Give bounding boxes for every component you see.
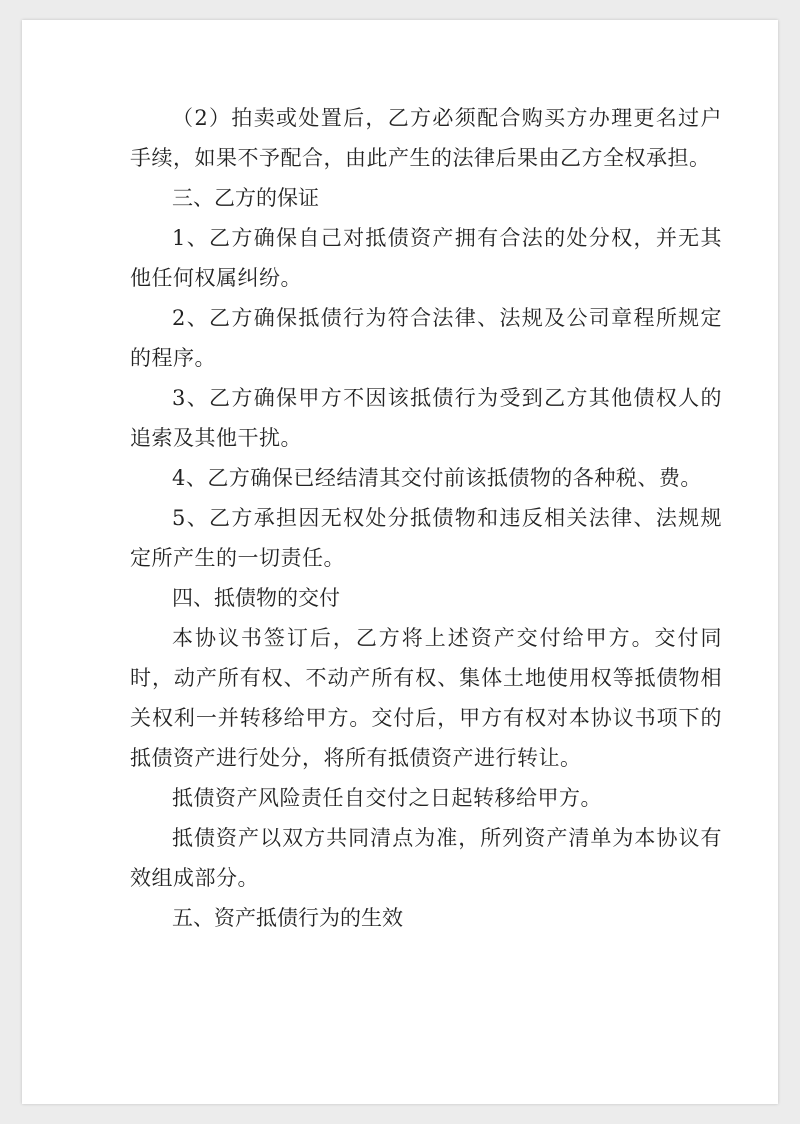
guarantee-item-5: 5、乙方承担因无权处分抵债物和违反相关法律、法规规定所产生的一切责任。 xyxy=(130,506,722,570)
section-heading-delivery: 四、抵债物的交付 xyxy=(172,586,340,610)
guarantee-item-4: 4、乙方确保已经结清其交付前该抵债物的各种税、费。 xyxy=(172,466,702,490)
paragraph-asset-inventory: 抵债资产以双方共同清点为准，所列资产清单为本协议有效组成部分。 xyxy=(130,826,722,890)
section-heading-guarantee: 三、乙方的保证 xyxy=(172,186,319,210)
guarantee-item-1: 1、乙方确保自己对抵债资产拥有合法的处分权，并无其他任何权属纠纷。 xyxy=(130,226,722,290)
guarantee-item-3: 3、乙方确保甲方不因该抵债行为受到乙方其他债权人的追索及其他干扰。 xyxy=(130,386,722,450)
document-body xyxy=(130,98,722,938)
section-heading-effectiveness: 五、资产抵债行为的生效 xyxy=(172,906,403,930)
paragraph-risk-transfer: 抵债资产风险责任自交付之日起转移给甲方。 xyxy=(172,786,602,810)
document-page xyxy=(22,20,778,1104)
paragraph-transfer-cooperation: （2）拍卖或处置后，乙方必须配合购买方办理更名过户手续，如果不予配合，由此产生的法律后果由乙方全权承担。 xyxy=(130,106,722,170)
paragraph-delivery: 本协议书签订后，乙方将上述资产交付给甲方。交付同时，动产所有权、不动产所有权、集体土地使用权等抵债物相关权利一并转移给甲方。交付后，甲方有权对本协议书项下的抵债资产进行处分，将所有抵债资产进行转让。 xyxy=(130,626,722,770)
guarantee-item-2: 2、乙方确保抵债行为符合法律、法规及公司章程所规定的程序。 xyxy=(130,306,722,370)
